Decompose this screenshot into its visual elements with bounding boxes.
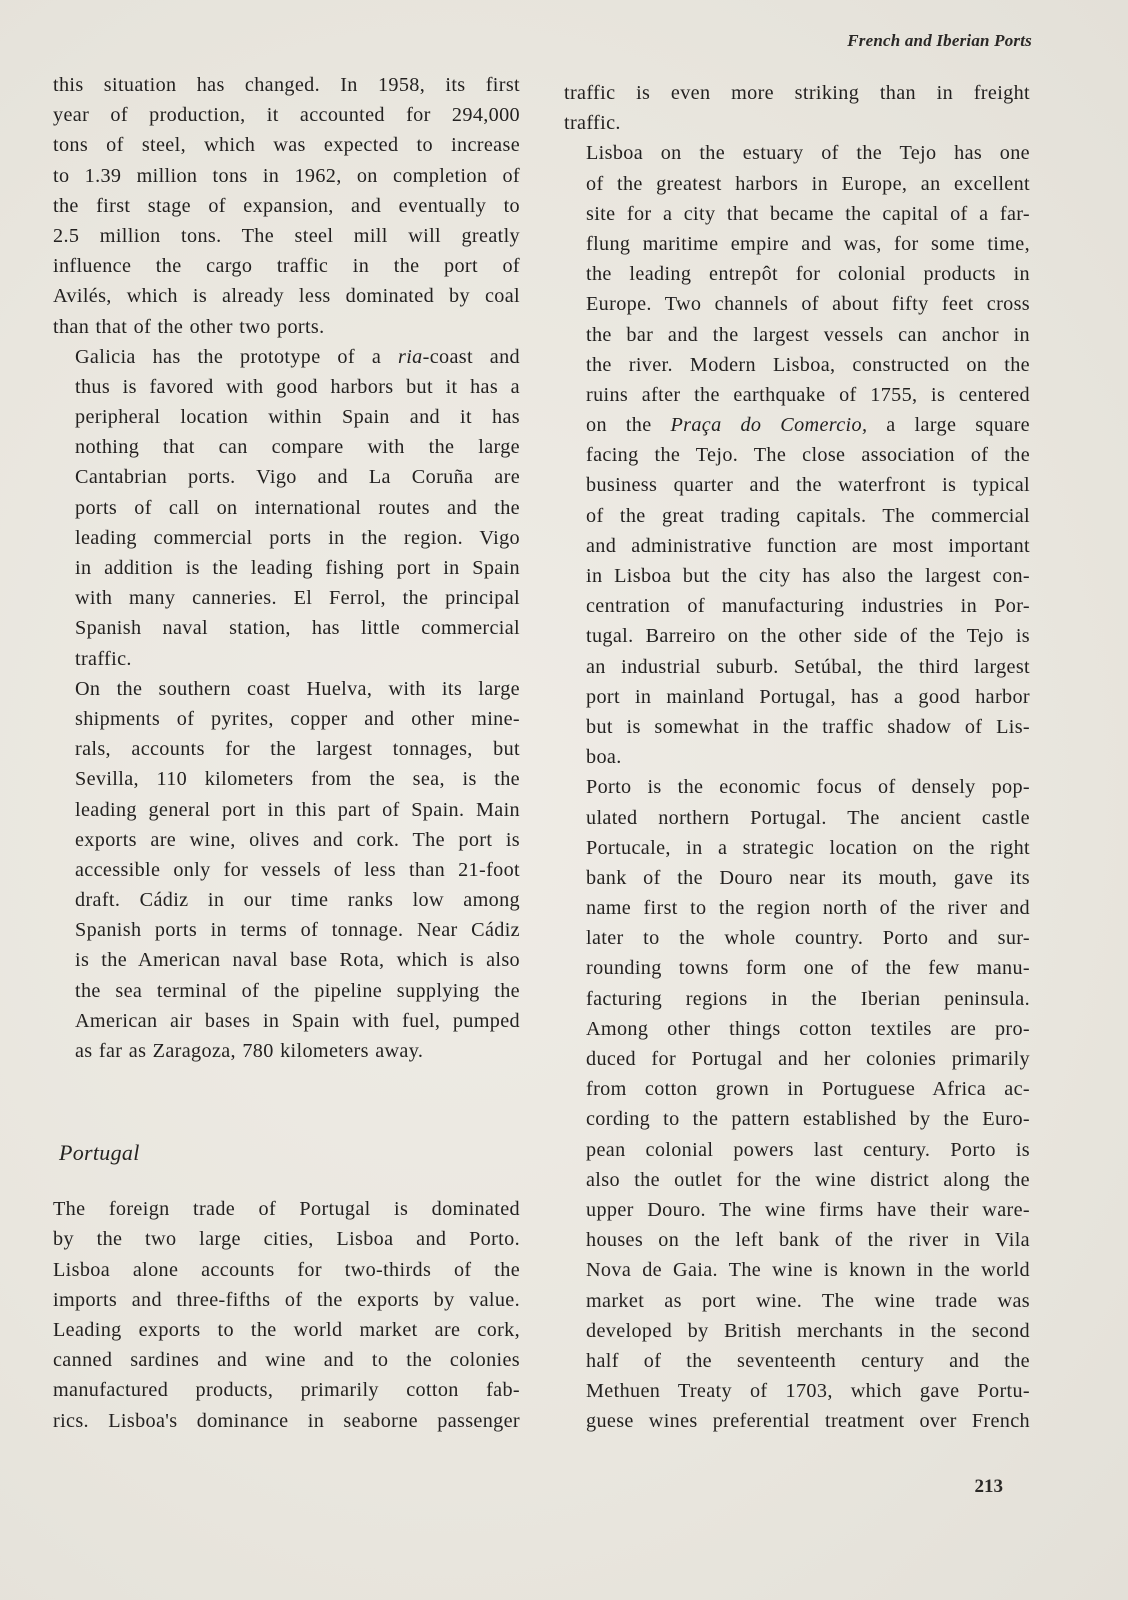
right-paragraphs	[564, 78, 1030, 1436]
text-line: thus is favored with good harbors but it has a	[75, 375, 520, 398]
paragraph	[564, 772, 1030, 1436]
text-line: rounding towns form one of the few manu-	[586, 957, 1030, 980]
text-line: market as port wine. The wine trade was	[586, 1289, 1030, 1312]
text-line: on the Praça do Comercio, a large square	[586, 414, 1030, 437]
text-line: manufactured products, primarily cotton fab-	[53, 1379, 520, 1402]
text-line: also the outlet for the wine district along the	[586, 1168, 1030, 1191]
text-line: Methuen Treaty of 1703, which gave Portu-	[586, 1380, 1030, 1403]
text-line: tugal. Barreiro on the other side of the Tejo is	[586, 625, 1030, 648]
text-line: boa.	[586, 746, 622, 769]
paragraph	[53, 342, 520, 674]
text-line: name first to the region north of the river and	[586, 897, 1030, 920]
text-line: port in mainland Portugal, has a good harbor	[586, 685, 1030, 708]
text-line: influence the cargo traffic in the port of	[53, 255, 520, 278]
text-line: pean colonial powers last century. Porto is	[586, 1138, 1030, 1161]
text-line: American air bases in Spain with fuel, pumped	[75, 1009, 520, 1032]
left-paragraphs	[53, 70, 520, 1066]
text-line: accessible only for vessels of less than 21-foot	[75, 858, 520, 881]
page-number: 213	[974, 1476, 1003, 1497]
text-line: traffic.	[75, 647, 132, 670]
text-line: in Lisboa but the city has also the largest con-	[586, 565, 1030, 587]
text-line: 2.5 million tons. The steel mill will greatly	[53, 224, 520, 247]
text-line: an industrial suburb. Setúbal, the third largest	[586, 655, 1030, 678]
text-line: but is somewhat in the traffic shadow of Lis-	[586, 715, 1030, 738]
text-line: shipments of pyrites, copper and other mine-	[75, 707, 520, 730]
text-line: bank of the Douro near its mouth, gave its	[586, 866, 1030, 889]
text-line: canned sardines and wine and to the colonies	[53, 1349, 520, 1372]
text-line: is the American naval base Rota, which is also	[75, 949, 520, 972]
text-line: The foreign trade of Portugal is dominated	[53, 1198, 520, 1221]
text-line: duced for Portugal and her colonies primarily	[586, 1048, 1030, 1070]
text-line: upper Douro. The wine firms have their ware-	[586, 1198, 1030, 1221]
text-line: by the two large cities, Lisboa and Porto.	[53, 1228, 520, 1251]
text-line: Europe. Two channels of about fifty feet cross	[586, 293, 1030, 316]
text-line: nothing that can compare with the large	[75, 436, 520, 459]
text-line: this situation has changed. In 1958, its first	[53, 74, 520, 96]
paragraph	[564, 78, 1030, 138]
text-line: Avilés, which is already less dominated by coal	[53, 285, 520, 308]
text-line: Porto is the economic focus of densely pop-	[586, 776, 1030, 799]
text-line: the river. Modern Lisboa, constructed on the	[586, 353, 1030, 376]
portugal-paragraphs	[53, 1194, 520, 1436]
text-line: Leading exports to the world market are cork,	[53, 1318, 520, 1341]
text-line: the sea terminal of the pipeline supplying the	[75, 979, 520, 1002]
paragraph	[564, 138, 1030, 772]
text-line: Nova de Gaia. The wine is known in the world	[586, 1259, 1030, 1282]
text-line: On the southern coast Huelva, with its large	[75, 677, 520, 700]
left-column	[53, 70, 520, 1436]
text-line: draft. Cádiz in our time ranks low among	[75, 889, 520, 912]
text-line: Portucale, in a strategic location on the right	[586, 836, 1030, 859]
text-line: houses on the left bank of the river in Vila	[586, 1229, 1030, 1252]
text-line: ruins after the earthquake of 1755, is centered	[586, 383, 1030, 406]
text-line: in addition is the leading fishing port in Spain	[75, 557, 520, 579]
text-line: ulated northern Portugal. The ancient castle	[586, 806, 1030, 829]
text-line: Cantabrian ports. Vigo and La Coruña are	[75, 466, 520, 489]
italic-term: Praça do Comercio,	[670, 414, 868, 437]
text-line: rals, accounts for the largest tonnages, but	[75, 738, 520, 761]
text-line: the leading entrepôt for colonial products in	[586, 263, 1030, 286]
text-line: of the great trading capitals. The commercial	[586, 504, 1030, 527]
text-line: than that of the other two ports.	[53, 315, 325, 338]
paragraph	[53, 1194, 520, 1436]
text-line: Spanish naval station, has little commercial	[75, 617, 520, 640]
text-line: exports are wine, olives and cork. The port is	[75, 828, 520, 851]
text-line: traffic is even more striking than in freight	[564, 82, 1030, 104]
text-line: year of production, it accounted for 294,000	[53, 104, 520, 127]
text-line: peripheral location within Spain and it has	[75, 406, 520, 429]
paragraph	[53, 674, 520, 1066]
text-line: traffic.	[564, 112, 621, 135]
text-line: Galicia has the prototype of a ria-coast and	[75, 345, 520, 368]
text-line: imports and three-fifths of the exports by value.	[53, 1288, 520, 1311]
text-line: centration of manufacturing industries in Por-	[586, 595, 1030, 618]
text-line: the bar and the largest vessels can anchor in	[586, 323, 1030, 346]
section-heading-portugal: Portugal	[59, 1140, 140, 1166]
text-line: the first stage of expansion, and eventually to	[53, 194, 520, 217]
text-line: later to the whole country. Porto and sur-	[586, 927, 1030, 950]
text-line: Spanish ports in terms of tonnage. Near Cádiz	[75, 919, 520, 942]
text-line: from cotton grown in Portuguese Africa ac-	[586, 1078, 1030, 1101]
text-line: business quarter and the waterfront is typical	[586, 474, 1030, 497]
text-line: facturing regions in the Iberian peninsula.	[586, 987, 1030, 1010]
text-line: guese wines preferential treatment over French	[586, 1410, 1030, 1433]
running-head: French and Iberian Ports	[847, 31, 1032, 50]
text-line: developed by British merchants in the second	[586, 1319, 1030, 1342]
text-line: facing the Tejo. The close association of the	[586, 444, 1030, 467]
text-line: rics. Lisboa's dominance in seaborne passenger	[53, 1409, 520, 1432]
text-line: flung maritime empire and was, for some time,	[586, 232, 1030, 255]
text-line: tons of steel, which was expected to increase	[53, 134, 520, 157]
text-line: leading general port in this part of Spain. Main	[75, 798, 520, 821]
italic-term: ria	[398, 345, 423, 368]
text-line: Sevilla, 110 kilometers from the sea, is the	[75, 768, 520, 791]
text-line: to 1.39 million tons in 1962, on completion of	[53, 164, 520, 187]
paragraph	[53, 70, 520, 342]
text-line: of the greatest harbors in Europe, an excellent	[586, 172, 1030, 195]
text-line: as far as Zaragoza, 780 kilometers away.	[75, 1040, 424, 1062]
text-line: Lisboa on the estuary of the Tejo has one	[586, 142, 1030, 165]
text-line: Lisboa alone accounts for two-thirds of the	[53, 1258, 520, 1281]
text-line: ports of call on international routes and the	[75, 496, 520, 519]
text-line: half of the seventeenth century and the	[586, 1349, 1030, 1372]
text-line: leading commercial ports in the region. Vigo	[75, 526, 520, 549]
text-line: site for a city that became the capital of a far-	[586, 202, 1030, 225]
text-line: and administrative function are most important	[586, 534, 1030, 557]
text-line: with many canneries. El Ferrol, the principal	[75, 587, 520, 610]
right-column	[564, 78, 1030, 1436]
text-line: Among other things cotton textiles are pro-	[586, 1017, 1030, 1040]
text-line: cording to the pattern established by the Euro-	[586, 1108, 1030, 1131]
